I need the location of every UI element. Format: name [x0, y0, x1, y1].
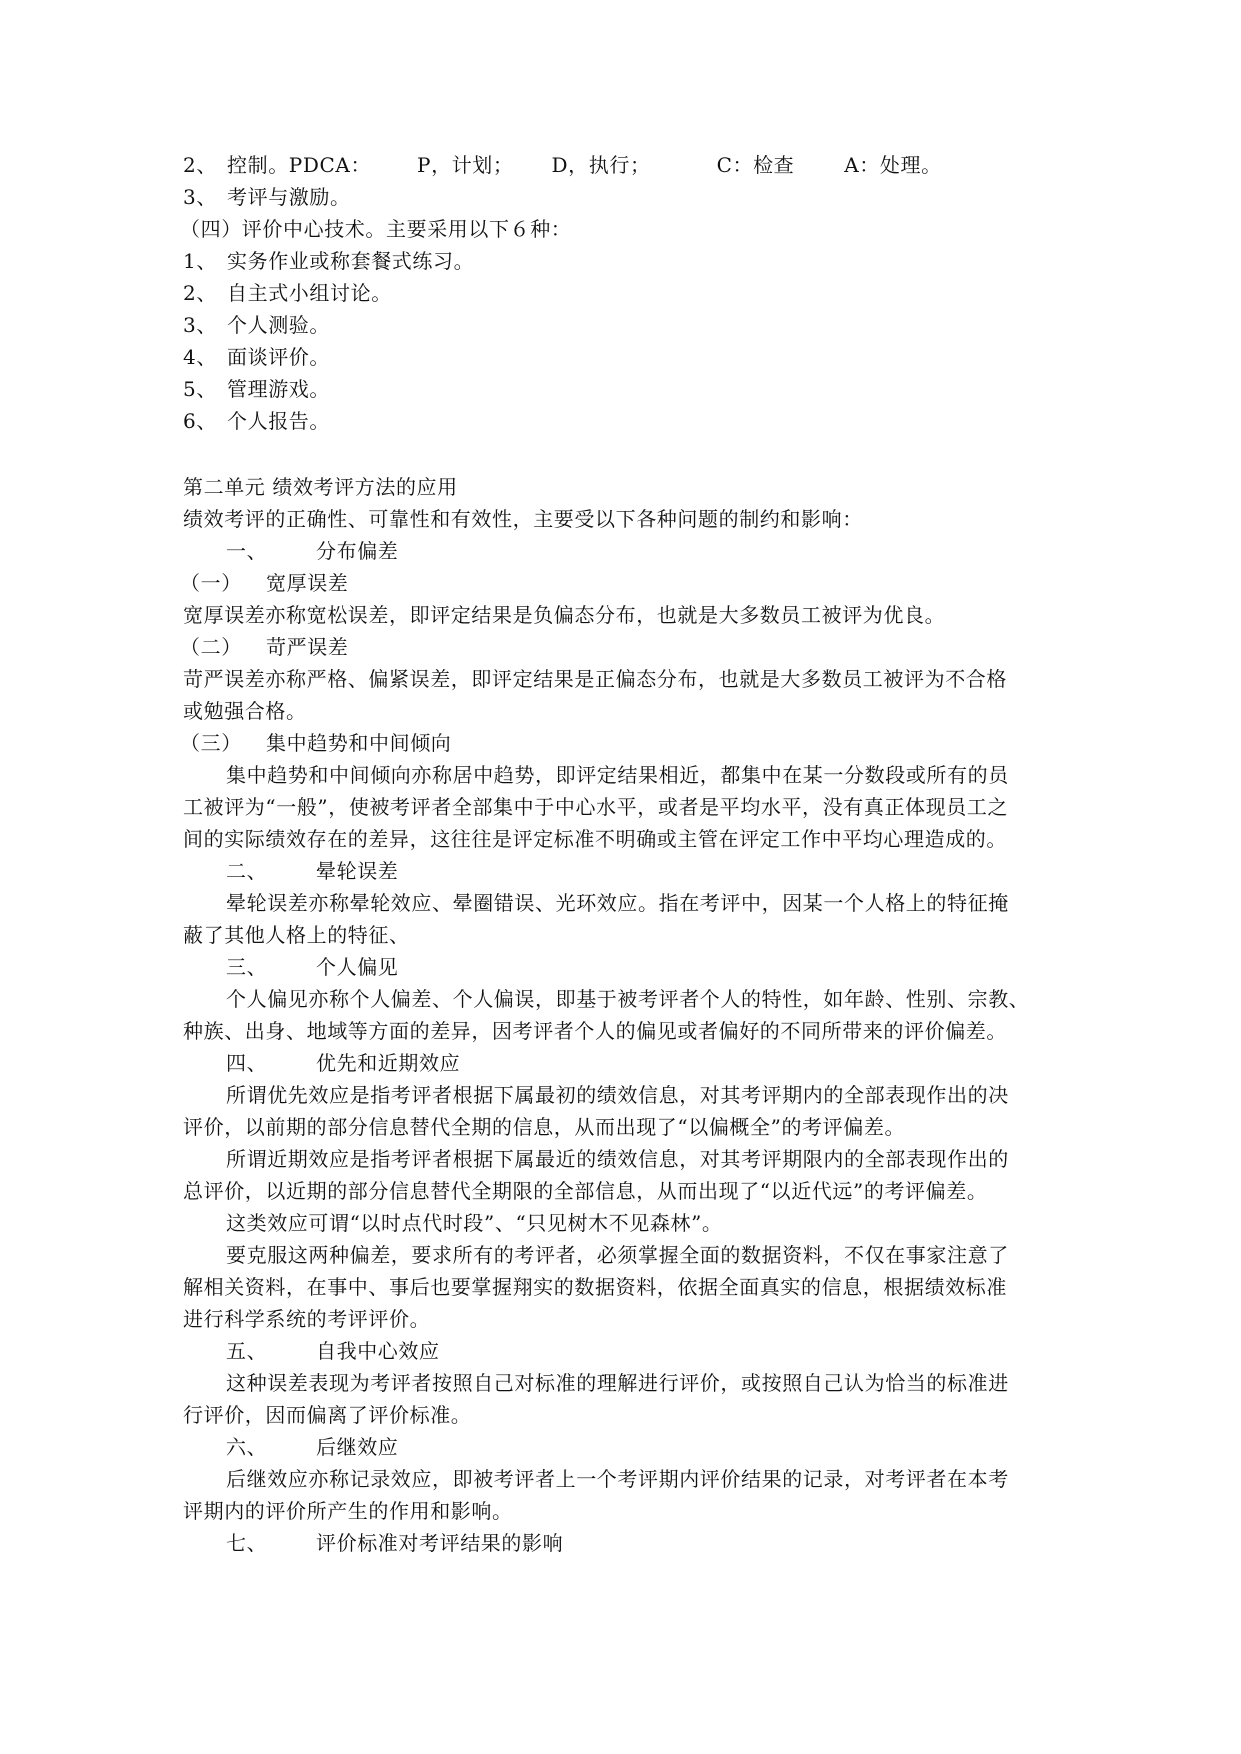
heading-6 [226, 1434, 398, 1460]
paragraph-line: 所谓近期效应是指考评者根据下属最近的绩效信息，对其考评期限内的全部表现作出的 [226, 1147, 1009, 1171]
item-number: 6、 [183, 409, 217, 433]
heading-number: 六、 [226, 1435, 268, 1459]
list-item-evaluation [183, 184, 351, 210]
pdca-p: P，计划； [417, 153, 514, 177]
heading-2 [226, 858, 398, 884]
item-text: 考评与激励。 [227, 185, 351, 209]
paragraph-line: 评期内的评价所产生的作用和影响。 [183, 1499, 513, 1523]
paragraph-line: 要克服这两种偏差，要求所有的考评者，必须掌握全面的数据资料，不仅在事家注意了 [226, 1243, 1009, 1267]
heading-text: 自我中心效应 [316, 1339, 440, 1363]
paragraph-line: 总评价，以近期的部分信息替代全期限的全部信息，从而出现了“以近代远”的考评偏差。 [183, 1179, 988, 1203]
list-item [183, 280, 392, 306]
heading-7 [226, 1530, 563, 1556]
section-heading: （四）评价中心技术。主要采用以下６种： [180, 217, 572, 241]
intro-paragraph: 绩效考评的正确性、可靠性和有效性，主要受以下各种问题的制约和影响： [183, 507, 863, 531]
item-text: 个人报告。 [227, 409, 330, 433]
heading-number: 五、 [226, 1339, 268, 1363]
item-text: 面谈评价。 [227, 345, 330, 369]
paragraph-line: 蔽了其他人格上的特征、 [183, 923, 410, 947]
subheading-number: （三） [180, 731, 242, 755]
list-item [183, 248, 474, 274]
item-number: 2、 [183, 153, 217, 177]
paragraph-line: 这类效应可谓“以时点代时段”、“只见树木不见森林”。 [226, 1211, 723, 1235]
item-text: 个人测验。 [227, 313, 330, 337]
heading-number: 一、 [226, 539, 268, 563]
item-text: 控制。PDCA： [227, 153, 372, 177]
heading-number: 三、 [226, 955, 268, 979]
paragraph-line: 后继效应亦称记录效应，即被考评者上一个考评期内评价结果的记录，对考评者在本考 [226, 1467, 1009, 1491]
heading-1 [226, 538, 398, 564]
heading-number: 二、 [226, 859, 268, 883]
subheading [180, 730, 451, 756]
heading-3 [226, 954, 398, 980]
paragraph-line: 间的实际绩效存在的差异，这往往是评定标准不明确或主管在评定工作中平均心理造成的。 [183, 827, 1007, 851]
list-item [183, 376, 330, 402]
item-text: 实务作业或称套餐式练习。 [227, 249, 475, 273]
heading-text: 分布偏差 [316, 539, 399, 563]
subheading [180, 634, 348, 660]
paragraph-line: 进行科学系统的考评评价。 [183, 1307, 431, 1331]
list-item [183, 344, 330, 370]
paragraph-line: 种族、出身、地域等方面的差异，因考评者个人的偏见或者偏好的不同所带来的评价偏差。 [183, 1019, 1007, 1043]
paragraph-line: 晕轮误差亦称晕轮效应、晕圈错误、光环效应。指在考评中，因某一个人格上的特征掩 [226, 891, 1009, 915]
subheading [180, 570, 348, 596]
heading-text: 后继效应 [316, 1435, 399, 1459]
item-number: 3、 [183, 185, 217, 209]
item-number: 2、 [183, 281, 217, 305]
heading-number: 四、 [226, 1051, 268, 1075]
list-item-control [183, 152, 942, 178]
paragraph-line: 评价，以前期的部分信息替代全期的信息，从而出现了“以偏概全”的考评偏差。 [183, 1115, 906, 1139]
item-number: 3、 [183, 313, 217, 337]
paragraph-line: 或勉强合格。 [183, 699, 307, 723]
paragraph-line: 工被评为“一般”，使被考评者全部集中于中心水平，或者是平均水平，没有真正体现员工之 [183, 795, 1009, 819]
item-number: 1、 [183, 249, 217, 273]
paragraph-line: 所谓优先效应是指考评者根据下属最初的绩效信息，对其考评期内的全部表现作出的决 [226, 1083, 1009, 1107]
paragraph-line: 这种误差表现为考评者按照自己对标准的理解进行评价，或按照自己认为恰当的标准进 [226, 1371, 1009, 1395]
heading-text: 优先和近期效应 [316, 1051, 461, 1075]
subheading-number: （二） [180, 635, 242, 659]
paragraph-line: 行评价，因而偏离了评价标准。 [183, 1403, 472, 1427]
pdca-d: D，执行； [551, 153, 651, 177]
heading-5 [226, 1338, 440, 1364]
paragraph-line: 解相关资料，在事中、事后也要掌握翔实的数据资料，依据全面真实的信息，根据绩效标准 [183, 1275, 1007, 1299]
heading-text: 晕轮误差 [316, 859, 399, 883]
heading-text: 个人偏见 [316, 955, 399, 979]
paragraph-line: 个人偏见亦称个人偏差、个人偏误，即基于被考评者个人的特性，如年龄、性别、宗教、 [226, 987, 1030, 1011]
item-text: 自主式小组讨论。 [227, 281, 392, 305]
list-item [183, 312, 330, 338]
subheading-number: （一） [180, 571, 242, 595]
item-text: 管理游戏。 [227, 377, 330, 401]
item-number: 5、 [183, 377, 217, 401]
paragraph-line: 集中趋势和中间倾向亦称居中趋势，即评定结果相近，都集中在某一分数段或所有的员 [226, 763, 1009, 787]
heading-number: 七、 [226, 1531, 268, 1555]
item-number: 4、 [183, 345, 217, 369]
heading-4 [226, 1050, 460, 1076]
pdca-c: C：检查 [716, 153, 795, 177]
paragraph: 宽厚误差亦称宽松误差，即评定结果是负偏态分布，也就是大多数员工被评为优良。 [183, 603, 946, 627]
heading-text: 评价标准对考评结果的影响 [316, 1531, 564, 1555]
subheading-text: 宽厚误差 [266, 571, 349, 595]
subheading-text: 集中趋势和中间倾向 [266, 731, 452, 755]
paragraph-line: 苛严误差亦称严格、偏紧误差，即评定结果是正偏态分布，也就是大多数员工被评为不合格 [183, 667, 1007, 691]
subheading-text: 苛严误差 [266, 635, 349, 659]
list-item [183, 408, 330, 434]
unit-title: 第二单元 绩效考评方法的应用 [183, 475, 458, 499]
pdca-a: A：处理。 [844, 153, 942, 177]
